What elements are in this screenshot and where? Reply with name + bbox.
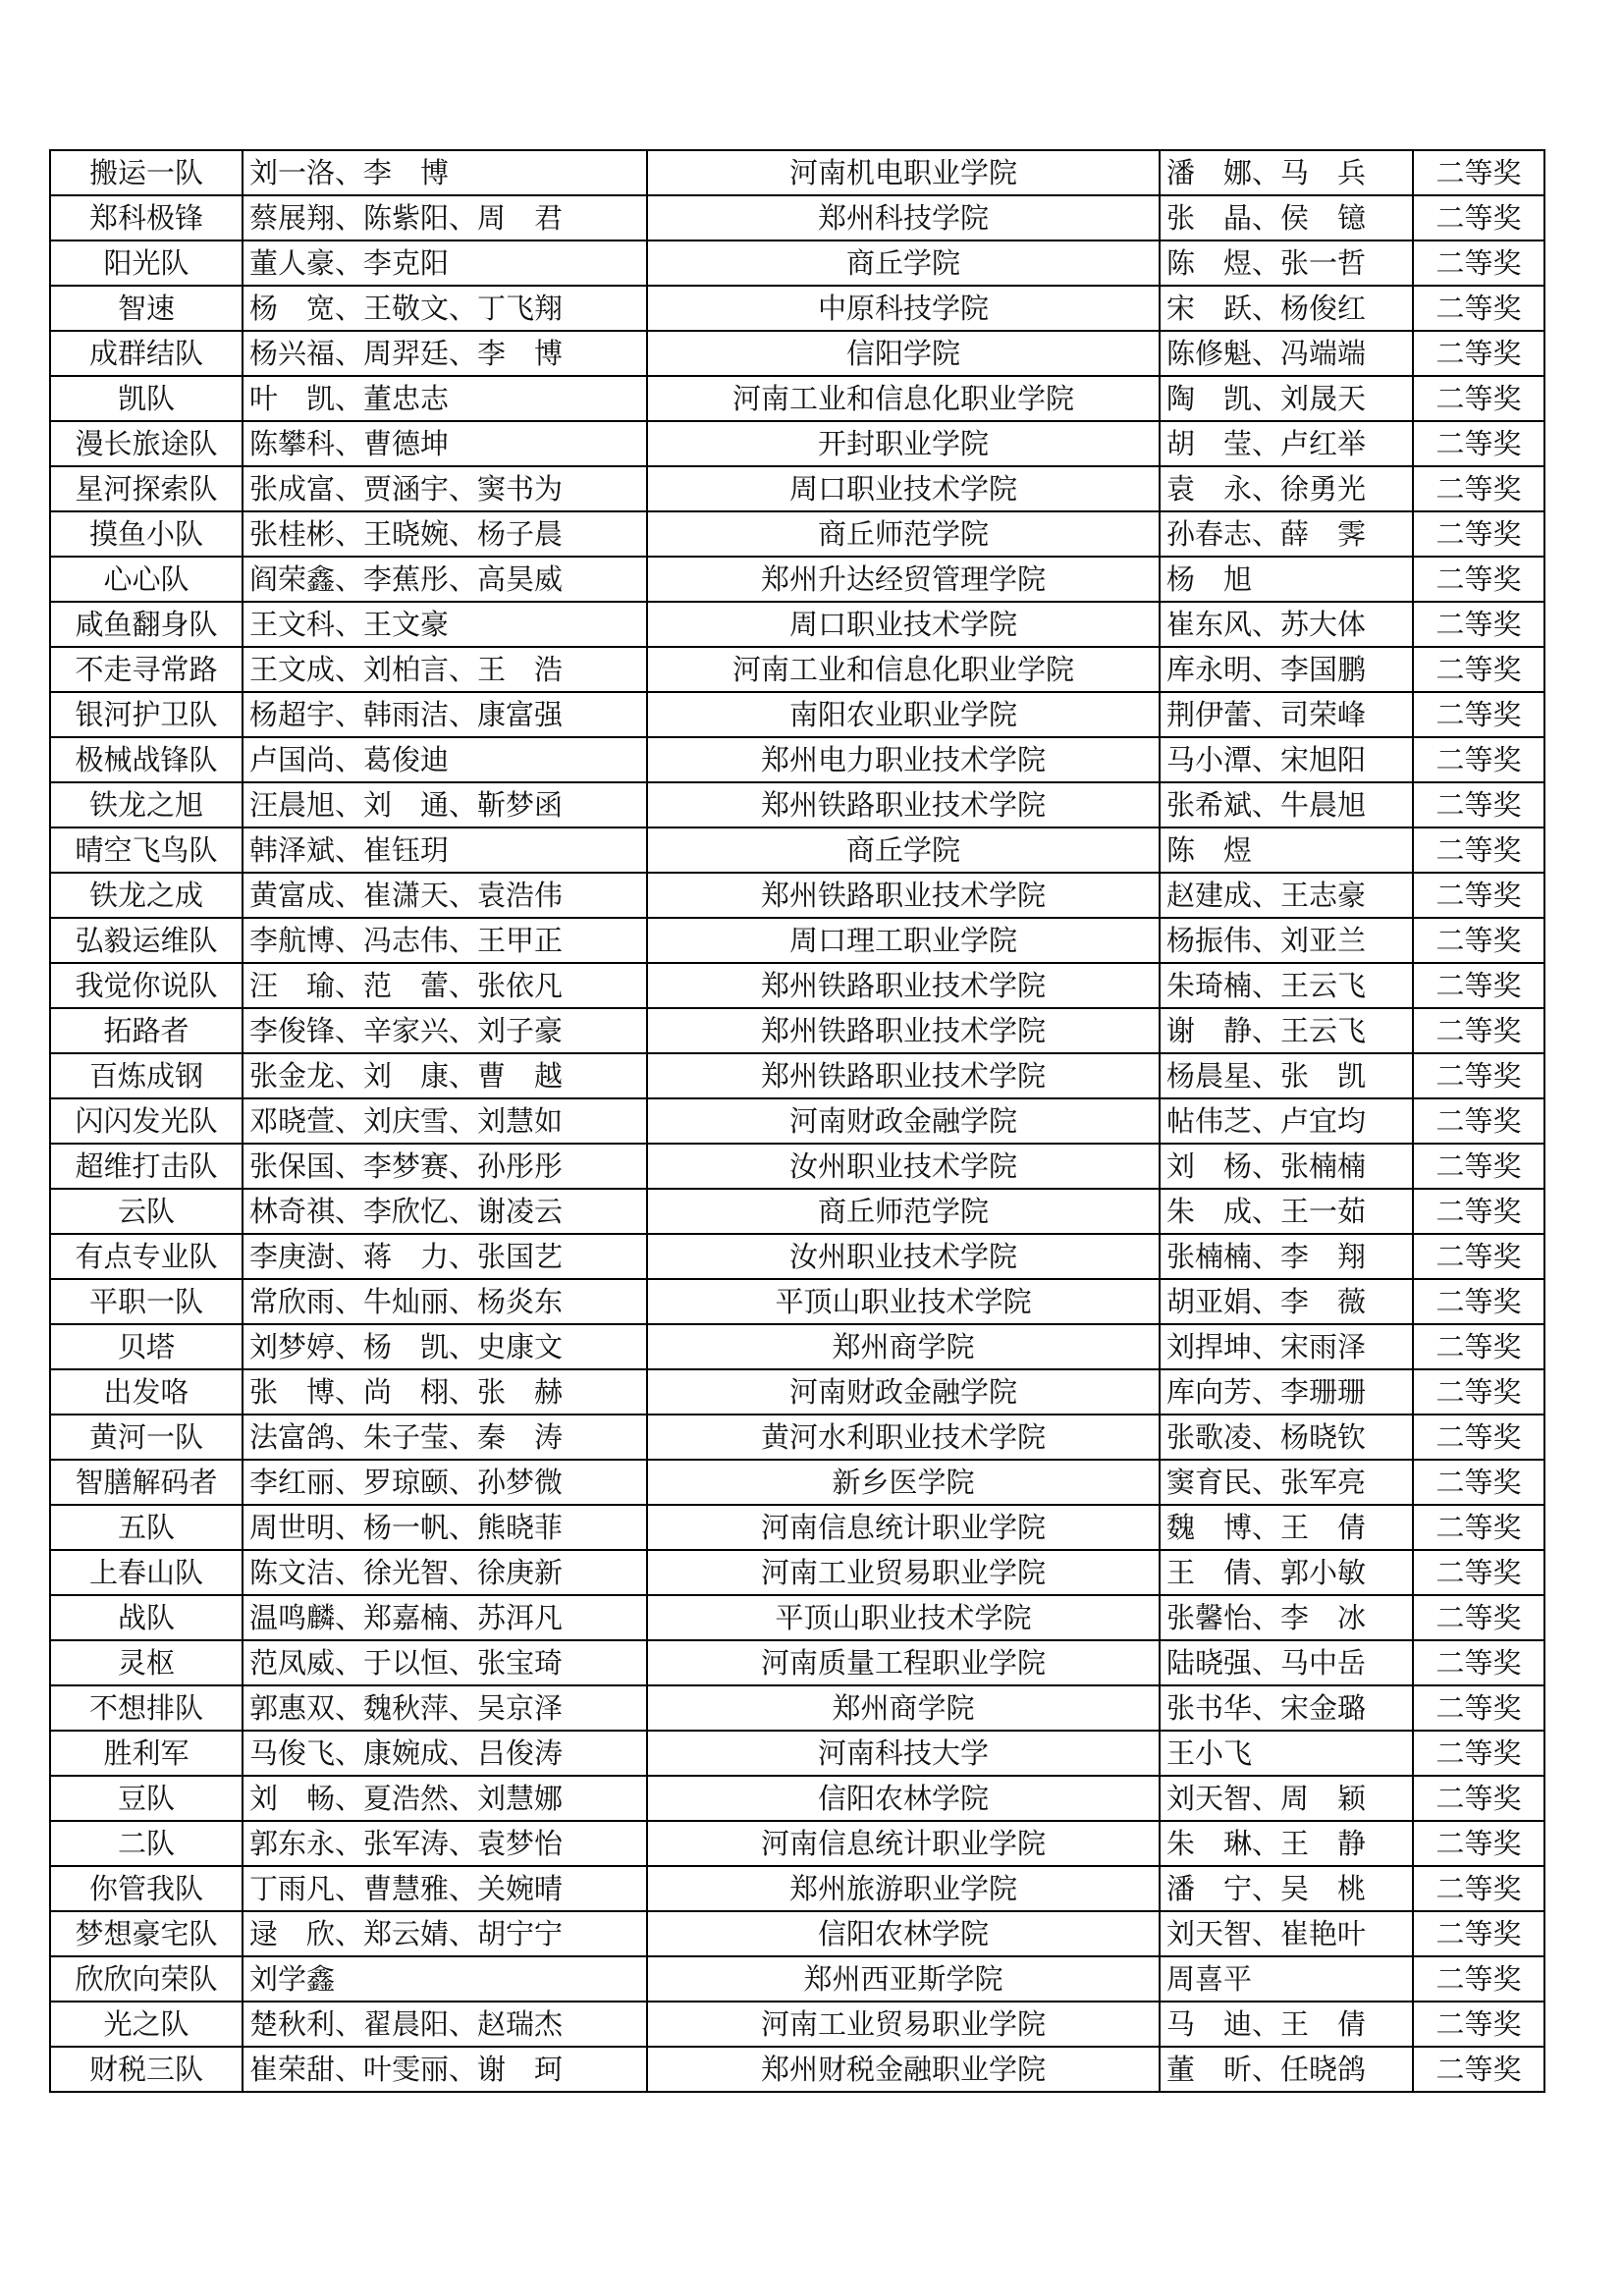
- school-cell: 河南质量工程职业学院: [647, 1640, 1160, 1685]
- school-cell: 黄河水利职业技术学院: [647, 1415, 1160, 1460]
- team-name-cell: 不想排队: [50, 1685, 243, 1731]
- team-name-cell: 光之队: [50, 2002, 243, 2047]
- award-cell: 二等奖: [1413, 1911, 1544, 1956]
- award-cell: 二等奖: [1413, 692, 1544, 737]
- table-row: [50, 1053, 1544, 1098]
- team-name-cell: 弘毅运维队: [50, 918, 243, 963]
- team-name-cell: 贝塔: [50, 1324, 243, 1369]
- school-cell: 新乡医学院: [647, 1460, 1160, 1505]
- school-cell: 郑州旅游职业学院: [647, 1866, 1160, 1911]
- team-name-cell: 阳光队: [50, 240, 243, 286]
- table-row: [50, 2047, 1544, 2092]
- awards-table-body: [50, 150, 1544, 2092]
- award-cell: 二等奖: [1413, 1279, 1544, 1324]
- award-cell: 二等奖: [1413, 1008, 1544, 1053]
- team-name-cell: 百炼成钢: [50, 1053, 243, 1098]
- award-cell: 二等奖: [1413, 2047, 1544, 2092]
- table-row: [50, 421, 1544, 466]
- award-cell: 二等奖: [1413, 828, 1544, 873]
- table-row: [50, 1505, 1544, 1550]
- table-row: [50, 150, 1544, 195]
- team-name-cell: 我觉你说队: [50, 963, 243, 1008]
- advisors-cell: 孙春志、薛 霁: [1160, 511, 1413, 557]
- advisors-cell: 杨振伟、刘亚兰: [1160, 918, 1413, 963]
- school-cell: 开封职业学院: [647, 421, 1160, 466]
- award-cell: 二等奖: [1413, 1640, 1544, 1685]
- award-cell: 二等奖: [1413, 782, 1544, 828]
- table-row: [50, 918, 1544, 963]
- school-cell: 河南工业和信息化职业学院: [647, 376, 1160, 421]
- award-cell: 二等奖: [1413, 286, 1544, 331]
- school-cell: 河南财政金融学院: [647, 1098, 1160, 1144]
- advisors-cell: 帖伟芝、卢宜均: [1160, 1098, 1413, 1144]
- award-cell: 二等奖: [1413, 376, 1544, 421]
- team-name-cell: 财税三队: [50, 2047, 243, 2092]
- members-cell: 李航博、冯志伟、王甲正: [243, 918, 647, 963]
- advisors-cell: 魏 博、王 倩: [1160, 1505, 1413, 1550]
- advisors-cell: 刘捍坤、宋雨泽: [1160, 1324, 1413, 1369]
- table-row: [50, 1098, 1544, 1144]
- award-cell: 二等奖: [1413, 557, 1544, 602]
- award-cell: 二等奖: [1413, 1685, 1544, 1731]
- table-row: [50, 466, 1544, 511]
- team-name-cell: 铁龙之旭: [50, 782, 243, 828]
- members-cell: 杨兴福、周羿廷、李 博: [243, 331, 647, 376]
- advisors-cell: 杨晨星、张 凯: [1160, 1053, 1413, 1098]
- school-cell: 郑州升达经贸管理学院: [647, 557, 1160, 602]
- advisors-cell: 刘 杨、张楠楠: [1160, 1144, 1413, 1189]
- advisors-cell: 库向芳、李珊珊: [1160, 1369, 1413, 1415]
- award-cell: 二等奖: [1413, 1144, 1544, 1189]
- table-row: [50, 1189, 1544, 1234]
- team-name-cell: 星河探索队: [50, 466, 243, 511]
- members-cell: 李红丽、罗琼颐、孙梦微: [243, 1460, 647, 1505]
- award-cell: 二等奖: [1413, 1415, 1544, 1460]
- table-row: [50, 376, 1544, 421]
- advisors-cell: 谢 静、王云飞: [1160, 1008, 1413, 1053]
- school-cell: 河南财政金融学院: [647, 1369, 1160, 1415]
- school-cell: 郑州电力职业技术学院: [647, 737, 1160, 782]
- advisors-cell: 刘天智、崔艳叶: [1160, 1911, 1413, 1956]
- members-cell: 范凤威、于以恒、张宝琦: [243, 1640, 647, 1685]
- members-cell: 丁雨凡、曹慧雅、关婉晴: [243, 1866, 647, 1911]
- advisors-cell: 陆晓强、马中岳: [1160, 1640, 1413, 1685]
- table-row: [50, 1685, 1544, 1731]
- advisors-cell: 陶 凯、刘晟天: [1160, 376, 1413, 421]
- table-row: [50, 1144, 1544, 1189]
- members-cell: 刘一洛、李 博: [243, 150, 647, 195]
- award-cell: 二等奖: [1413, 1053, 1544, 1098]
- award-cell: 二等奖: [1413, 1098, 1544, 1144]
- team-name-cell: 灵枢: [50, 1640, 243, 1685]
- table-row: [50, 195, 1544, 240]
- school-cell: 郑州铁路职业技术学院: [647, 963, 1160, 1008]
- school-cell: 商丘师范学院: [647, 1189, 1160, 1234]
- school-cell: 郑州西亚斯学院: [647, 1956, 1160, 2002]
- team-name-cell: 有点专业队: [50, 1234, 243, 1279]
- advisors-cell: 杨 旭: [1160, 557, 1413, 602]
- advisors-cell: 刘天智、周 颖: [1160, 1776, 1413, 1821]
- school-cell: 河南信息统计职业学院: [647, 1505, 1160, 1550]
- school-cell: 周口理工职业学院: [647, 918, 1160, 963]
- members-cell: 张保国、李梦赛、孙彤彤: [243, 1144, 647, 1189]
- award-cell: 二等奖: [1413, 873, 1544, 918]
- advisors-cell: 董 昕、任晓鸽: [1160, 2047, 1413, 2092]
- advisors-cell: 胡亚娟、李 薇: [1160, 1279, 1413, 1324]
- award-cell: 二等奖: [1413, 421, 1544, 466]
- school-cell: 平顶山职业技术学院: [647, 1595, 1160, 1640]
- team-name-cell: 晴空飞鸟队: [50, 828, 243, 873]
- members-cell: 汪晨旭、刘 通、靳梦函: [243, 782, 647, 828]
- table-row: [50, 963, 1544, 1008]
- team-name-cell: 战队: [50, 1595, 243, 1640]
- team-name-cell: 欣欣向荣队: [50, 1956, 243, 2002]
- award-cell: 二等奖: [1413, 963, 1544, 1008]
- table-row: [50, 1595, 1544, 1640]
- award-cell: 二等奖: [1413, 331, 1544, 376]
- team-name-cell: 不走寻常路: [50, 647, 243, 692]
- team-name-cell: 成群结队: [50, 331, 243, 376]
- school-cell: 郑州铁路职业技术学院: [647, 782, 1160, 828]
- members-cell: 李庚澍、蒋 力、张国艺: [243, 1234, 647, 1279]
- table-row: [50, 511, 1544, 557]
- advisors-cell: 袁 永、徐勇光: [1160, 466, 1413, 511]
- school-cell: 中原科技学院: [647, 286, 1160, 331]
- advisors-cell: 陈 煜: [1160, 828, 1413, 873]
- table-row: [50, 1460, 1544, 1505]
- members-cell: 周世明、杨一帆、熊晓菲: [243, 1505, 647, 1550]
- advisors-cell: 窦育民、张军亮: [1160, 1460, 1413, 1505]
- award-cell: 二等奖: [1413, 918, 1544, 963]
- members-cell: 郭惠双、魏秋萍、吴京泽: [243, 1685, 647, 1731]
- members-cell: 李俊锋、辛家兴、刘子豪: [243, 1008, 647, 1053]
- award-cell: 二等奖: [1413, 1956, 1544, 2002]
- awards-table: [49, 149, 1545, 2093]
- advisors-cell: 胡 莹、卢红举: [1160, 421, 1413, 466]
- award-cell: 二等奖: [1413, 1234, 1544, 1279]
- table-row: [50, 602, 1544, 647]
- team-name-cell: 胜利军: [50, 1731, 243, 1776]
- award-cell: 二等奖: [1413, 1731, 1544, 1776]
- table-row: [50, 737, 1544, 782]
- award-cell: 二等奖: [1413, 1189, 1544, 1234]
- advisors-cell: 张歌凌、杨晓钦: [1160, 1415, 1413, 1460]
- school-cell: 周口职业技术学院: [647, 466, 1160, 511]
- team-name-cell: 极械战锋队: [50, 737, 243, 782]
- advisors-cell: 崔东风、苏大体: [1160, 602, 1413, 647]
- team-name-cell: 心心队: [50, 557, 243, 602]
- award-cell: 二等奖: [1413, 1595, 1544, 1640]
- team-name-cell: 银河护卫队: [50, 692, 243, 737]
- team-name-cell: 拓路者: [50, 1008, 243, 1053]
- members-cell: 杨超宇、韩雨洁、康富强: [243, 692, 647, 737]
- table-row: [50, 286, 1544, 331]
- award-cell: 二等奖: [1413, 150, 1544, 195]
- team-name-cell: 铁龙之成: [50, 873, 243, 918]
- school-cell: 郑州铁路职业技术学院: [647, 873, 1160, 918]
- award-cell: 二等奖: [1413, 240, 1544, 286]
- school-cell: 郑州铁路职业技术学院: [647, 1053, 1160, 1098]
- members-cell: 常欣雨、牛灿丽、杨炎东: [243, 1279, 647, 1324]
- team-name-cell: 出发咯: [50, 1369, 243, 1415]
- table-row: [50, 1776, 1544, 1821]
- table-row: [50, 1640, 1544, 1685]
- team-name-cell: 闪闪发光队: [50, 1098, 243, 1144]
- members-cell: 张成富、贾涵宇、窦书为: [243, 466, 647, 511]
- advisors-cell: 朱琦楠、王云飞: [1160, 963, 1413, 1008]
- team-name-cell: 摸鱼小队: [50, 511, 243, 557]
- award-cell: 二等奖: [1413, 466, 1544, 511]
- table-row: [50, 1279, 1544, 1324]
- members-cell: 蔡展翔、陈紫阳、周 君: [243, 195, 647, 240]
- table-row: [50, 1369, 1544, 1415]
- table-row: [50, 1550, 1544, 1595]
- members-cell: 刘梦婷、杨 凯、史康文: [243, 1324, 647, 1369]
- members-cell: 张 博、尚 栩、张 赫: [243, 1369, 647, 1415]
- members-cell: 卢国尚、葛俊迪: [243, 737, 647, 782]
- award-cell: 二等奖: [1413, 1460, 1544, 1505]
- school-cell: 河南工业贸易职业学院: [647, 1550, 1160, 1595]
- school-cell: 商丘师范学院: [647, 511, 1160, 557]
- members-cell: 黄富成、崔潇天、袁浩伟: [243, 873, 647, 918]
- table-row: [50, 1415, 1544, 1460]
- team-name-cell: 你管我队: [50, 1866, 243, 1911]
- advisors-cell: 朱 成、王一茹: [1160, 1189, 1413, 1234]
- members-cell: 董人豪、李克阳: [243, 240, 647, 286]
- advisors-cell: 张馨怡、李 冰: [1160, 1595, 1413, 1640]
- table-row: [50, 1324, 1544, 1369]
- award-cell: 二等奖: [1413, 1369, 1544, 1415]
- table-row: [50, 782, 1544, 828]
- members-cell: 郭东永、张军涛、袁梦怡: [243, 1821, 647, 1866]
- table-row: [50, 873, 1544, 918]
- advisors-cell: 马 迪、王 倩: [1160, 2002, 1413, 2047]
- team-name-cell: 云队: [50, 1189, 243, 1234]
- table-row: [50, 647, 1544, 692]
- team-name-cell: 漫长旅途队: [50, 421, 243, 466]
- team-name-cell: 超维打击队: [50, 1144, 243, 1189]
- team-name-cell: 平职一队: [50, 1279, 243, 1324]
- award-cell: 二等奖: [1413, 647, 1544, 692]
- members-cell: 王文科、王文豪: [243, 602, 647, 647]
- advisors-cell: 张楠楠、李 翔: [1160, 1234, 1413, 1279]
- advisors-cell: 马小潭、宋旭阳: [1160, 737, 1413, 782]
- award-cell: 二等奖: [1413, 2002, 1544, 2047]
- members-cell: 张桂彬、王晓婉、杨子晨: [243, 511, 647, 557]
- school-cell: 南阳农业职业学院: [647, 692, 1160, 737]
- school-cell: 郑州财税金融职业学院: [647, 2047, 1160, 2092]
- members-cell: 张金龙、刘 康、曹 越: [243, 1053, 647, 1098]
- table-row: [50, 1866, 1544, 1911]
- table-row: [50, 1911, 1544, 1956]
- advisors-cell: 王 倩、郭小敏: [1160, 1550, 1413, 1595]
- award-cell: 二等奖: [1413, 511, 1544, 557]
- table-row: [50, 1821, 1544, 1866]
- table-row: [50, 331, 1544, 376]
- team-name-cell: 二队: [50, 1821, 243, 1866]
- award-cell: 二等奖: [1413, 1866, 1544, 1911]
- members-cell: 崔荣甜、叶雯丽、谢 珂: [243, 2047, 647, 2092]
- advisors-cell: 荆伊蕾、司荣峰: [1160, 692, 1413, 737]
- school-cell: 信阳学院: [647, 331, 1160, 376]
- members-cell: 刘 畅、夏浩然、刘慧娜: [243, 1776, 647, 1821]
- team-name-cell: 搬运一队: [50, 150, 243, 195]
- award-cell: 二等奖: [1413, 1776, 1544, 1821]
- table-row: [50, 240, 1544, 286]
- table-row: [50, 1234, 1544, 1279]
- team-name-cell: 凯队: [50, 376, 243, 421]
- award-cell: 二等奖: [1413, 1324, 1544, 1369]
- members-cell: 陈攀科、曹德坤: [243, 421, 647, 466]
- members-cell: 法富鸽、朱子莹、秦 涛: [243, 1415, 647, 1460]
- school-cell: 郑州铁路职业技术学院: [647, 1008, 1160, 1053]
- table-row: [50, 1956, 1544, 2002]
- school-cell: 汝州职业技术学院: [647, 1234, 1160, 1279]
- members-cell: 阎荣鑫、李蕉彤、高昊威: [243, 557, 647, 602]
- team-name-cell: 智膳解码者: [50, 1460, 243, 1505]
- school-cell: 周口职业技术学院: [647, 602, 1160, 647]
- school-cell: 平顶山职业技术学院: [647, 1279, 1160, 1324]
- school-cell: 郑州商学院: [647, 1324, 1160, 1369]
- advisors-cell: 潘 娜、马 兵: [1160, 150, 1413, 195]
- team-name-cell: 智速: [50, 286, 243, 331]
- members-cell: 刘学鑫: [243, 1956, 647, 2002]
- award-cell: 二等奖: [1413, 195, 1544, 240]
- members-cell: 楚秋利、翟晨阳、赵瑞杰: [243, 2002, 647, 2047]
- table-row: [50, 828, 1544, 873]
- advisors-cell: 王小飞: [1160, 1731, 1413, 1776]
- school-cell: 商丘学院: [647, 240, 1160, 286]
- school-cell: 河南机电职业学院: [647, 150, 1160, 195]
- advisors-cell: 陈修魁、冯端端: [1160, 331, 1413, 376]
- members-cell: 汪 瑜、范 蕾、张依凡: [243, 963, 647, 1008]
- award-cell: 二等奖: [1413, 1505, 1544, 1550]
- school-cell: 河南信息统计职业学院: [647, 1821, 1160, 1866]
- team-name-cell: 梦想豪宅队: [50, 1911, 243, 1956]
- advisors-cell: 张希斌、牛晨旭: [1160, 782, 1413, 828]
- school-cell: 郑州科技学院: [647, 195, 1160, 240]
- members-cell: 邓晓萱、刘庆雪、刘慧如: [243, 1098, 647, 1144]
- award-cell: 二等奖: [1413, 602, 1544, 647]
- table-row: [50, 2002, 1544, 2047]
- team-name-cell: 郑科极锋: [50, 195, 243, 240]
- advisors-cell: 周喜平: [1160, 1956, 1413, 2002]
- school-cell: 郑州商学院: [647, 1685, 1160, 1731]
- table-row: [50, 1008, 1544, 1053]
- advisors-cell: 潘 宁、吴 桃: [1160, 1866, 1413, 1911]
- members-cell: 王文成、刘柏言、王 浩: [243, 647, 647, 692]
- advisors-cell: 赵建成、王志豪: [1160, 873, 1413, 918]
- school-cell: 河南工业贸易职业学院: [647, 2002, 1160, 2047]
- members-cell: 杨 宽、王敬文、丁飞翔: [243, 286, 647, 331]
- table-row: [50, 692, 1544, 737]
- school-cell: 商丘学院: [647, 828, 1160, 873]
- team-name-cell: 咸鱼翻身队: [50, 602, 243, 647]
- members-cell: 陈文洁、徐光智、徐庚新: [243, 1550, 647, 1595]
- school-cell: 河南工业和信息化职业学院: [647, 647, 1160, 692]
- team-name-cell: 豆队: [50, 1776, 243, 1821]
- award-cell: 二等奖: [1413, 1821, 1544, 1866]
- advisors-cell: 陈 煜、张一哲: [1160, 240, 1413, 286]
- school-cell: 汝州职业技术学院: [647, 1144, 1160, 1189]
- table-row: [50, 557, 1544, 602]
- award-cell: 二等奖: [1413, 737, 1544, 782]
- members-cell: 温鸣麟、郑嘉楠、苏洱凡: [243, 1595, 647, 1640]
- advisors-cell: 张 晶、侯 镱: [1160, 195, 1413, 240]
- members-cell: 逯 欣、郑云婧、胡宁宁: [243, 1911, 647, 1956]
- team-name-cell: 上春山队: [50, 1550, 243, 1595]
- school-cell: 信阳农林学院: [647, 1776, 1160, 1821]
- members-cell: 马俊飞、康婉成、吕俊涛: [243, 1731, 647, 1776]
- table-row: [50, 1731, 1544, 1776]
- advisors-cell: 朱 琳、王 静: [1160, 1821, 1413, 1866]
- team-name-cell: 黄河一队: [50, 1415, 243, 1460]
- members-cell: 韩泽斌、崔钰玥: [243, 828, 647, 873]
- advisors-cell: 张书华、宋金璐: [1160, 1685, 1413, 1731]
- members-cell: 叶 凯、董忠志: [243, 376, 647, 421]
- advisors-cell: 库永明、李国鹏: [1160, 647, 1413, 692]
- award-cell: 二等奖: [1413, 1550, 1544, 1595]
- advisors-cell: 宋 跃、杨俊红: [1160, 286, 1413, 331]
- school-cell: 河南科技大学: [647, 1731, 1160, 1776]
- school-cell: 信阳农林学院: [647, 1911, 1160, 1956]
- team-name-cell: 五队: [50, 1505, 243, 1550]
- members-cell: 林奇祺、李欣忆、谢凌云: [243, 1189, 647, 1234]
